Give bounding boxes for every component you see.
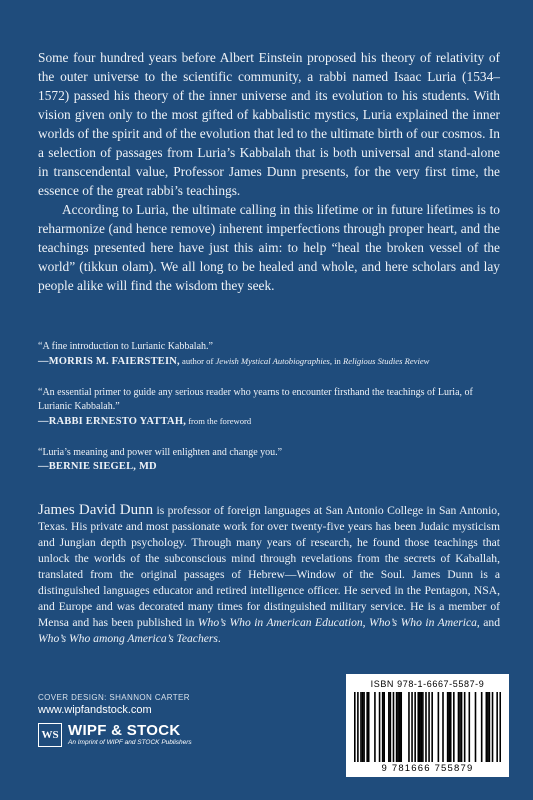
endorsement-attribution: [38, 354, 508, 369]
blurb-paragraph-1: Some four hundred years before Albert Einstein proposed his theory of relativity of the outer universe to the scientific community, a rabbi named Isaac Luria (1534–1572) passed his theory of the inner universe and its evolution to his students. With vision given only to the most gifted of kabbalistic mystics, Luria explained the inner worlds of the spirit and of the evolution that led to the ultimate birth of our cosmos. In a selection of passages from Luria’s Kabbalah that is both universal and stand-alone in transcendental value, Professor James Dunn presents, for the very first time, the essence of the great rabbi’s teachings.: [38, 50, 500, 198]
barcode-bar: [481, 692, 483, 762]
barcode-bar: [393, 692, 395, 762]
barcode-bar: [475, 692, 477, 762]
barcode-bar: [469, 692, 471, 762]
publisher-wordmark: [68, 723, 192, 747]
source-title: Religious Studies Review: [343, 356, 430, 366]
barcode-bar: [400, 692, 402, 762]
barcode-bar: [397, 692, 399, 762]
bio-text: , and: [476, 616, 501, 629]
barcode-bar: [450, 692, 452, 762]
barcode-bar: [390, 692, 392, 762]
barcode-bar: [422, 692, 424, 762]
barcode-bar: [363, 692, 365, 762]
barcode-bar: [438, 692, 440, 762]
publisher-logo-block: [38, 723, 192, 747]
isbn-barcode: [346, 674, 509, 777]
barcode-bar: [464, 692, 466, 762]
barcode-bar: [383, 692, 385, 762]
barcode-bar: [396, 692, 398, 762]
endorsement-quote: “Luria’s meaning and power will enlighten and change you.”: [38, 447, 283, 458]
publication-title: Who’s Who in America: [369, 616, 477, 629]
author-bio: [38, 502, 500, 647]
endorsement-attribution: [38, 460, 508, 474]
barcode-bar: [425, 692, 427, 762]
publisher-tagline: An Imprint of WIPF and STOCK Publishers: [68, 739, 192, 746]
cover-design-credit: COVER DESIGN: SHANNON CARTER: [38, 693, 190, 702]
bio-text: is professor of foreign languages at San Antonio College in San Antonio, Texas. His private and most passionate work for over twenty-five years has been Judaic mysticism and Jungian depth psychology. Through many years of research, he found those teachings that unlock the worlds of the subconscious mind through revelations from the secrets of Kaballah, translated from the original passages of Hebrew—Window of the Soul. James Dunn is a distinguished languages educator and retired intelligence officer. He served in the Pentagon, NSA, and Europe and was decorated many times for distinguished military service. He is a member of Mensa and has been published in: [38, 504, 500, 629]
endorser-name: —BERNIE SIEGEL, MD: [38, 461, 157, 472]
publisher-logo-icon: WS: [38, 723, 62, 747]
endorser-name: —RABBI ERNESTO YATTAH,: [38, 416, 187, 427]
barcode-bar: [362, 692, 364, 762]
barcode-bar: [496, 692, 498, 762]
endorser-source: [180, 356, 430, 366]
barcode-bar: [453, 692, 455, 762]
barcode-bar: [374, 692, 376, 762]
endorsement-quote: “An essential primer to guide any serious reader who yearns to encounter firsthand the teachings of Luria, of Lurianic Kabbalah.”: [38, 387, 473, 412]
isbn-label: ISBN 978-1-6667-5587-9: [370, 679, 485, 689]
ean-digits: 9 781666 755879: [381, 763, 474, 774]
barcode-bar: [366, 692, 368, 762]
endorser-source: from the foreword: [186, 416, 252, 426]
barcode-bar: [459, 692, 461, 762]
barcode-bar: [417, 692, 419, 762]
endorser-name: —MORRIS M. FAIERSTEIN,: [38, 356, 180, 367]
barcode-bar: [408, 692, 410, 762]
barcode-bar: [492, 692, 494, 762]
source-title: Jewish Mystical Autobiographies: [215, 356, 330, 366]
barcode-bar: [461, 692, 463, 762]
endorsement-attribution: [38, 414, 508, 429]
publication-title: Who’s Who among America’s Teachers: [38, 632, 218, 645]
endorsement: [38, 446, 508, 474]
barcode-bar: [379, 692, 381, 762]
publisher-name: WIPF & STOCK: [68, 722, 181, 739]
barcode-bar: [411, 692, 413, 762]
bio-text: .: [217, 632, 221, 645]
barcode-bar: [357, 692, 359, 762]
publisher-website: www.wipfandstock.com: [38, 704, 152, 716]
publisher-credits: [38, 693, 192, 747]
barcode-bar: [499, 692, 501, 762]
endorsements: [38, 340, 508, 491]
barcode-bar: [487, 692, 489, 762]
barcode-bar: [421, 692, 423, 762]
barcode-bar: [486, 692, 488, 762]
barcode-bar: [448, 692, 450, 762]
author-name: James David Dunn: [38, 502, 154, 518]
source-text: , in: [329, 356, 344, 366]
description-blurb: [38, 48, 500, 295]
blurb-paragraph-2: According to Luria, the ultimate calling in this lifetime or in future lifetimes is to reharmonize (and hence remove) inherent imperfections through proper heart, and the teachings presented here have just this aim: to help “heal the broken vessel of the world” (tikkun olam). We all long to be healed and whole, and here scholars and lay people alike will find the wisdom they seek.: [38, 202, 500, 293]
barcode-bar: [428, 692, 430, 762]
barcode-bar: [489, 692, 491, 762]
barcode-bar: [388, 692, 390, 762]
barcode-bar: [368, 692, 370, 762]
barcode-bar: [419, 692, 421, 762]
endorsement: [38, 386, 508, 429]
barcode-bar: [431, 692, 433, 762]
barcode-bar: [442, 692, 444, 762]
publication-title: Who’s Who in American Education: [197, 616, 363, 629]
bio-text: ,: [362, 616, 370, 629]
barcode-bar: [458, 692, 460, 762]
endorsement-quote: “A fine introduction to Lurianic Kabbalah.”: [38, 341, 213, 352]
barcode-bar: [399, 692, 401, 762]
barcode-bars-icon: [354, 692, 501, 762]
barcode-bar: [354, 692, 356, 762]
barcode-bar: [360, 692, 362, 762]
endorsement: [38, 340, 508, 369]
barcode-bar: [382, 692, 384, 762]
barcode-bar: [414, 692, 416, 762]
barcode-bar: [447, 692, 449, 762]
source-text: author of: [179, 356, 216, 366]
